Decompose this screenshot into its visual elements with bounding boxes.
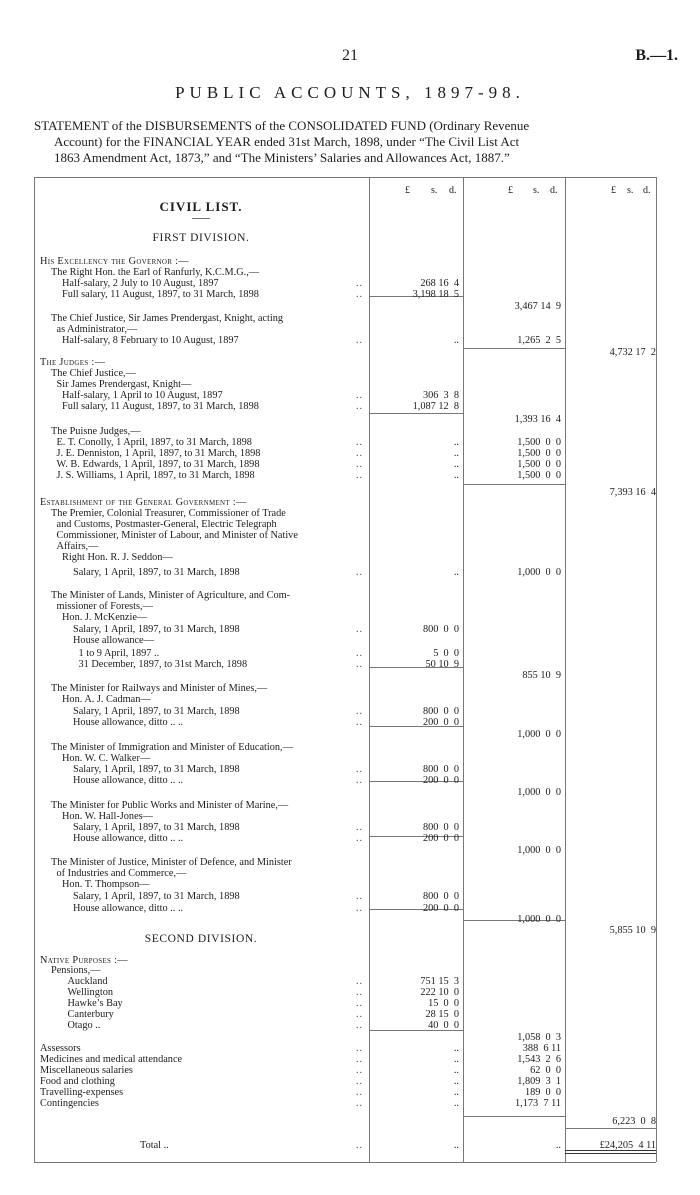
row-label: Wellington xyxy=(67,987,114,998)
currency-pound-col3: £ xyxy=(611,185,616,196)
leader-dots: .. xyxy=(356,775,363,786)
table-row xyxy=(0,567,700,579)
leader-dots: .. xyxy=(356,764,363,775)
row-label: Half-salary, 1 April to 10 August, 1897 xyxy=(62,390,223,401)
table-row xyxy=(0,879,700,891)
amount-column-2: 1,000 0 0 xyxy=(517,729,561,740)
row-label: Hawke’s Bay xyxy=(67,998,123,1009)
row-label: The Minister for Public Works and Minister of Marine,— xyxy=(51,800,289,811)
amount-column-1: .. xyxy=(453,1065,459,1076)
row-label: Salary, 1 April, 1897, to 31 March, 1898 xyxy=(73,624,240,635)
row-label: The Chief Justice, Sir James Prendergast, Knight, acting xyxy=(51,313,284,324)
amount-column-2: 1,000 0 0 xyxy=(517,914,561,925)
table-row xyxy=(0,612,700,624)
leader-dots: .. xyxy=(356,1054,363,1065)
row-label: Assessors xyxy=(40,1043,81,1054)
row-label: J. S. Williams, 1 April, 1897, to 31 March, 1898 xyxy=(56,470,255,481)
row-label: Right Hon. R. J. Seddon— xyxy=(62,552,173,563)
table-row xyxy=(0,775,700,787)
amount-column-2: 3,467 14 9 xyxy=(514,301,561,312)
row-label: The Minister of Justice, Minister of Defence, and Minister xyxy=(51,857,292,868)
amount-column-1: 1,087 12 8 xyxy=(412,401,459,412)
row-label: His Excellency the Governor :— xyxy=(40,256,189,267)
table-row xyxy=(0,845,700,857)
amount-column-2: 62 0 0 xyxy=(530,1065,561,1076)
amount-column-1: .. xyxy=(453,1043,459,1054)
row-label: Affairs,— xyxy=(56,541,99,552)
amount-column-2: 1,000 0 0 xyxy=(517,845,561,856)
leader-dots: .. xyxy=(356,1020,363,1031)
currency-pound-col1: £ xyxy=(405,185,410,196)
table-row xyxy=(0,787,700,799)
row-label: Native Purposes :— xyxy=(40,955,128,966)
table-row xyxy=(0,635,700,647)
amount-column-3: 5,855 10 9 xyxy=(609,925,656,936)
amount-column-2: 1,500 0 0 xyxy=(517,459,561,470)
amount-column-1: 800 0 0 xyxy=(422,624,459,635)
currency-shilling-col3: s. xyxy=(627,185,634,196)
row-label: Miscellaneous salaries xyxy=(40,1065,133,1076)
leader-dots: .. xyxy=(356,448,363,459)
amount-column-1: 800 0 0 xyxy=(422,706,459,717)
amount-column-1: 40 0 0 xyxy=(428,1020,459,1031)
row-label: House allowance, ditto .. .. xyxy=(73,903,184,914)
second-division-heading: SECOND DIVISION. xyxy=(144,933,258,945)
row-label: Salary, 1 April, 1897, to 31 March, 1898 xyxy=(73,706,240,717)
table-row xyxy=(0,729,700,741)
amount-column-1: 306 3 8 xyxy=(422,390,459,401)
title-rule xyxy=(192,218,210,219)
amount-column-1: .. xyxy=(453,1076,459,1087)
statement-heading xyxy=(34,118,674,166)
amount-column-2: 1,000 0 0 xyxy=(517,567,561,578)
table-row xyxy=(0,717,700,729)
table-row xyxy=(0,891,700,903)
amount-column-1: 15 0 0 xyxy=(428,998,459,1009)
row-label: Otago .. xyxy=(67,1020,101,1031)
row-label: Hon. W. C. Walker— xyxy=(62,753,151,764)
total-row xyxy=(0,1140,700,1152)
row-label: Full salary, 11 August, 1897, to 31 March, 1898 xyxy=(62,289,259,300)
leader-dots: .. xyxy=(356,822,363,833)
leader-dots: .. xyxy=(356,470,363,481)
table-bottom-rule xyxy=(34,1162,656,1163)
amount-column-2: 1,265 2 5 xyxy=(517,335,561,346)
amount-column-1: .. xyxy=(453,1098,459,1109)
amount-column-3: 6,223 0 8 xyxy=(612,1116,656,1127)
row-label: Hon. W. Hall-Jones— xyxy=(62,811,153,822)
page-number: 21 xyxy=(342,47,358,64)
amount-column-1: 222 10 0 xyxy=(420,987,459,998)
amount-column-1: 800 0 0 xyxy=(422,822,459,833)
leader-dots: .. xyxy=(356,1087,363,1098)
amount-column-2: 1,500 0 0 xyxy=(517,448,561,459)
table-row xyxy=(0,1098,700,1110)
table-row xyxy=(0,335,700,347)
row-label: Salary, 1 April, 1897, to 31 March, 1898 xyxy=(73,567,240,578)
currency-pence-col1: d. xyxy=(449,185,457,196)
row-label: Establishment of the General Government :— xyxy=(40,497,247,508)
leader-dots: .. xyxy=(356,437,363,448)
amount-column-1: .. xyxy=(453,1140,459,1151)
leader-dots: .. xyxy=(356,289,363,300)
row-label: Half-salary, 8 February to 10 August, 1897 xyxy=(62,335,239,346)
amount-column-2: 855 10 9 xyxy=(522,670,561,681)
row-label: The Chief Justice,— xyxy=(51,368,136,379)
amount-column-2: 1,500 0 0 xyxy=(517,470,561,481)
first-division-heading: FIRST DIVISION. xyxy=(152,232,250,244)
table-top-rule xyxy=(34,177,656,178)
amount-column-1: 28 15 0 xyxy=(425,1009,459,1020)
amount-column-2: .. xyxy=(555,1140,561,1151)
leader-dots: .. xyxy=(356,390,363,401)
amount-column-1: .. xyxy=(453,1087,459,1098)
amount-column-1: 200 0 0 xyxy=(422,775,459,786)
leader-dots: .. xyxy=(356,891,363,902)
row-label: House allowance, ditto .. .. xyxy=(73,775,184,786)
row-label: 31 December, 1897, to 31st March, 1898 xyxy=(78,659,248,670)
statement-line-1: STATEMENT of the DISBURSEMENTS of the CONSOLIDATED FUND (Ordinary Revenue xyxy=(34,118,530,133)
row-label: The Right Hon. the Earl of Ranfurly, K.C.M.G.,— xyxy=(51,267,260,278)
table-row xyxy=(0,1116,700,1128)
amount-column-1: 200 0 0 xyxy=(422,717,459,728)
leader-dots: .. xyxy=(356,1043,363,1054)
row-label: W. B. Edwards, 1 April, 1897, to 31 March, 1898 xyxy=(56,459,260,470)
table-row xyxy=(0,694,700,706)
table-row xyxy=(0,301,700,313)
row-label: Travelling-expenses xyxy=(40,1087,124,1098)
row-label: 1 to 9 April, 1897 .. xyxy=(78,648,160,659)
row-label: Canterbury xyxy=(67,1009,114,1020)
row-label: Pensions,— xyxy=(51,965,101,976)
currency-pence-col2: d. xyxy=(550,185,558,196)
amount-column-1: .. xyxy=(453,459,459,470)
table-row xyxy=(0,414,700,426)
row-label: Half-salary, 2 July to 10 August, 1897 xyxy=(62,278,219,289)
row-label: Hon. J. McKenzie— xyxy=(62,612,148,623)
amount-column-1: .. xyxy=(453,335,459,346)
row-label: Sir James Prendergast, Knight— xyxy=(56,379,192,390)
row-label: House allowance, ditto .. .. xyxy=(73,833,184,844)
total-label: Total .. xyxy=(140,1140,169,1151)
row-label: of Industries and Commerce,— xyxy=(56,868,187,879)
leader-dots: .. xyxy=(356,833,363,844)
table-row xyxy=(0,470,700,482)
page-title: PUBLIC ACCOUNTS, 1897-98. xyxy=(175,83,525,102)
row-label: E. T. Conolly, 1 April, 1897, to 31 March, 1898 xyxy=(56,437,252,448)
leader-dots: .. xyxy=(356,717,363,728)
amount-column-2: 1,058 0 3 xyxy=(517,1032,561,1043)
leader-dots: .. xyxy=(356,567,363,578)
row-label: missioner of Forests,— xyxy=(56,601,153,612)
amount-column-1: 5 0 0 xyxy=(433,648,459,659)
table-row xyxy=(0,289,700,301)
row-label: The Minister of Immigration and Minister of Education,— xyxy=(51,742,293,753)
row-label: Auckland xyxy=(67,976,108,987)
amount-column-2: 1,500 0 0 xyxy=(517,437,561,448)
amount-column-1: 3,198 18 5 xyxy=(412,289,459,300)
row-label: The Puisne Judges,— xyxy=(51,426,141,437)
leader-dots: .. xyxy=(356,335,363,346)
amount-column-3: £24,205 4 11 xyxy=(599,1140,656,1151)
amount-column-1: 200 0 0 xyxy=(422,833,459,844)
table-row xyxy=(0,552,700,564)
statement-line-2: Account) for the FINANCIAL YEAR ended 31st March, 1898, under “The Civil List Act xyxy=(54,134,520,149)
currency-pence-col3: d. xyxy=(643,185,651,196)
amount-column-2: 1,000 0 0 xyxy=(517,787,561,798)
amount-column-1: .. xyxy=(453,448,459,459)
amount-column-3: 7,393 16 4 xyxy=(609,487,656,498)
row-label: Hon. A. J. Cadman— xyxy=(62,694,151,705)
row-label: The Minister for Railways and Minister of Mines,— xyxy=(51,683,268,694)
row-label: Commissioner, Minister of Labour, and Minister of Native xyxy=(56,530,298,541)
subtotal-rule xyxy=(463,484,565,485)
amount-column-1: 800 0 0 xyxy=(422,764,459,775)
amount-column-2: 388 6 11 xyxy=(522,1043,561,1054)
amount-column-2: 1,173 7 11 xyxy=(515,1098,561,1109)
leader-dots: .. xyxy=(356,903,363,914)
table-row xyxy=(0,925,700,937)
row-label: Medicines and medical attendance xyxy=(40,1054,183,1065)
amount-column-1: 751 15 3 xyxy=(420,976,459,987)
leader-dots: .. xyxy=(356,624,363,635)
currency-shilling-col1: s. xyxy=(431,185,438,196)
amount-column-2: 1,393 16 4 xyxy=(514,414,561,425)
row-label: J. E. Denniston, 1 April, 1897, to 31 March, 1898 xyxy=(56,448,261,459)
row-label: Full salary, 11 August, 1897, to 31 March, 1898 xyxy=(62,401,259,412)
row-label: Salary, 1 April, 1897, to 31 March, 1898 xyxy=(73,764,240,775)
amount-column-1: 268 16 4 xyxy=(420,278,459,289)
row-label: as Administrator,— xyxy=(56,324,138,335)
table-row xyxy=(0,1020,700,1032)
row-label: Food and clothing xyxy=(40,1076,115,1087)
leader-dots: .. xyxy=(356,706,363,717)
row-label: House allowance— xyxy=(73,635,154,646)
leader-dots: .. xyxy=(356,998,363,1009)
row-label: and Customs, Postmaster-General, Electric Telegraph xyxy=(56,519,277,530)
leader-dots: .. xyxy=(356,1065,363,1076)
subtotal-rule xyxy=(565,1128,656,1129)
leader-dots: .. xyxy=(356,659,363,670)
row-label: House allowance, ditto .. .. xyxy=(73,717,184,728)
row-label: Salary, 1 April, 1897, to 31 March, 1898 xyxy=(73,891,240,902)
table-row xyxy=(0,833,700,845)
amount-column-3: 4,732 17 2 xyxy=(609,347,656,358)
statement-line-3: 1863 Amendment Act, 1873,” and “The Ministers’ Salaries and Allowances Act, 1887.” xyxy=(54,150,510,165)
table-row xyxy=(0,401,700,413)
amount-column-1: .. xyxy=(453,1054,459,1065)
amount-column-1: .. xyxy=(453,437,459,448)
leader-dots: .. xyxy=(356,1009,363,1020)
amount-column-2: 189 0 0 xyxy=(524,1087,561,1098)
row-label: Contingencies xyxy=(40,1098,99,1109)
leader-dots: .. xyxy=(356,987,363,998)
row-label: The Judges :— xyxy=(40,357,106,368)
currency-pound-col2: £ xyxy=(508,185,513,196)
row-label: The Premier, Colonial Treasurer, Commissioner of Trade xyxy=(51,508,286,519)
leader-dots: .. xyxy=(356,401,363,412)
row-label: Hon. T. Thompson— xyxy=(62,879,150,890)
amount-column-1: 800 0 0 xyxy=(422,891,459,902)
leader-dots: .. xyxy=(356,648,363,659)
leader-dots: .. xyxy=(356,976,363,987)
leader-dots: .. xyxy=(356,278,363,289)
row-label: Salary, 1 April, 1897, to 31 March, 1898 xyxy=(73,822,240,833)
civil-list-title: CIVIL LIST. xyxy=(159,199,243,214)
document-reference: B.—1. xyxy=(635,47,678,64)
amount-column-1: 50 10 9 xyxy=(425,659,459,670)
row-label: The Minister of Lands, Minister of Agriculture, and Com- xyxy=(51,590,291,601)
currency-shilling-col2: s. xyxy=(533,185,540,196)
amount-column-2: 1,809 3 1 xyxy=(517,1076,561,1087)
amount-column-1: .. xyxy=(453,567,459,578)
leader-dots: .. xyxy=(356,1140,363,1151)
table-row xyxy=(0,670,700,682)
leader-dots: .. xyxy=(356,459,363,470)
amount-column-1: 200 0 0 xyxy=(422,903,459,914)
leader-dots: .. xyxy=(356,1098,363,1109)
amount-column-1: .. xyxy=(453,470,459,481)
amount-column-2: 1,543 2 6 xyxy=(517,1054,561,1065)
leader-dots: .. xyxy=(356,1076,363,1087)
